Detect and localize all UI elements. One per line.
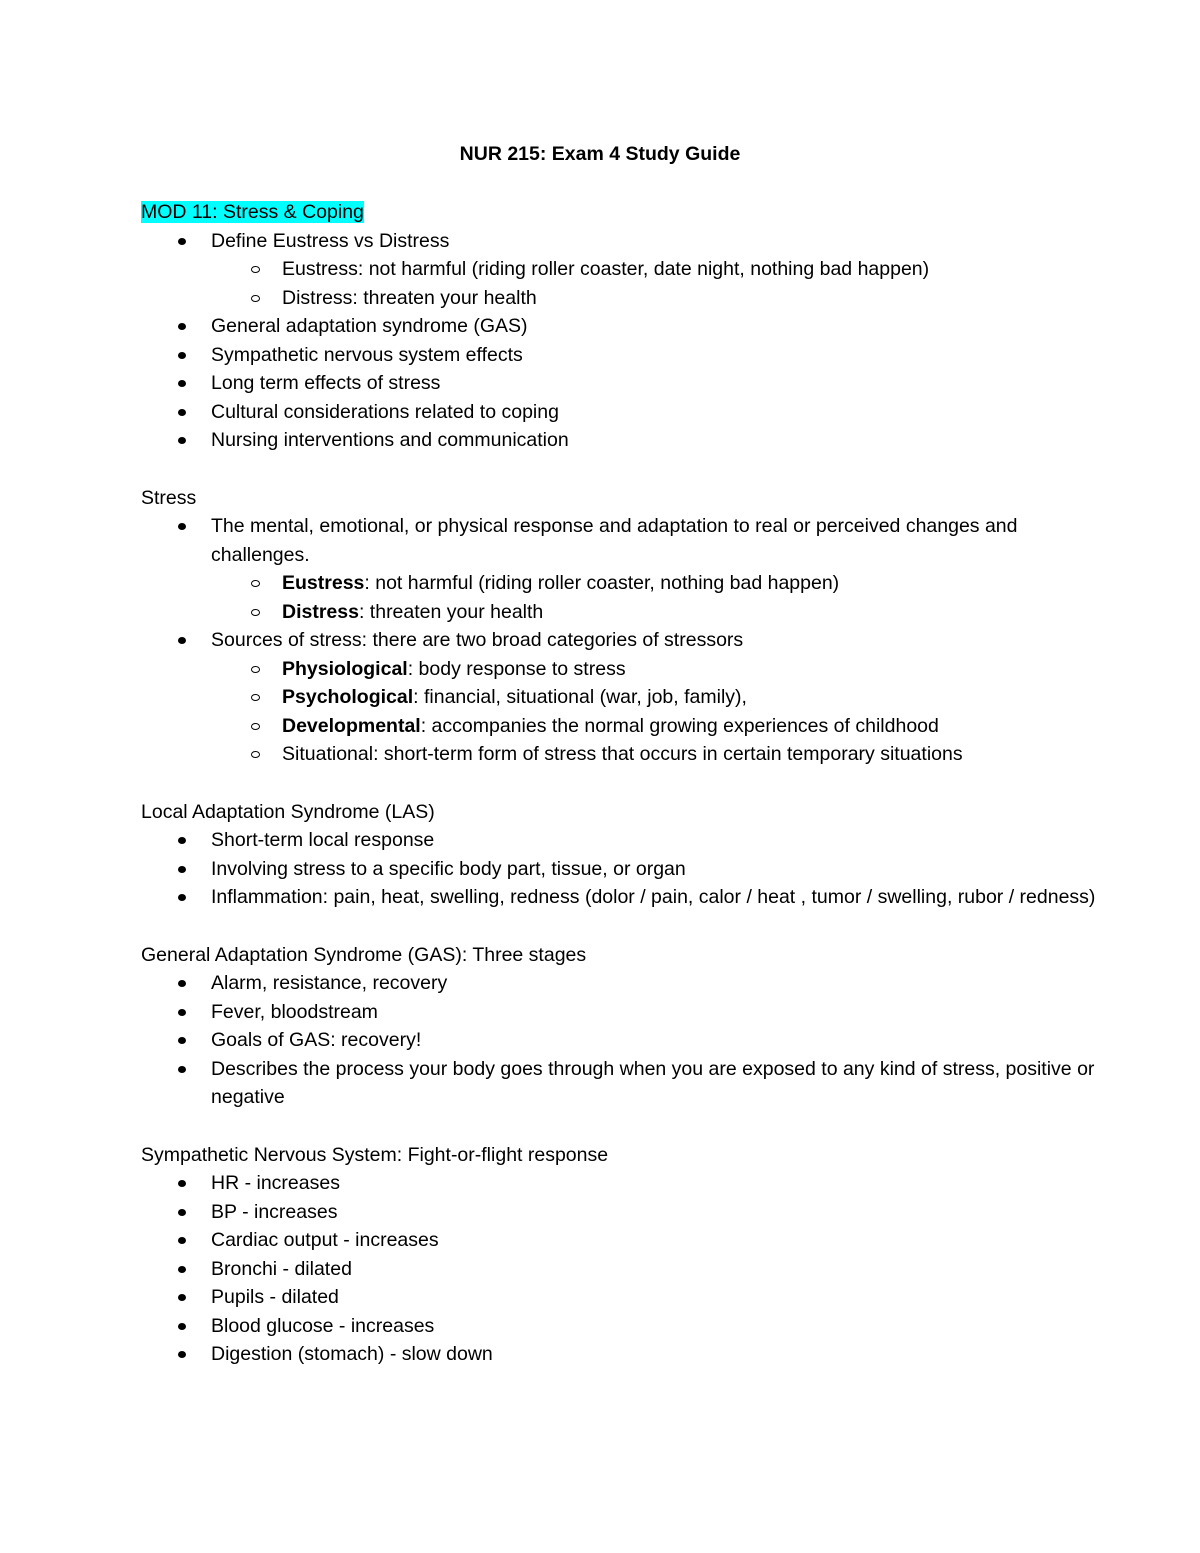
highlighted-heading: MOD 11: Stress & Coping [141, 201, 364, 223]
list-item [141, 1055, 1101, 1112]
list-item [141, 426, 1101, 455]
bullet-icon [178, 352, 186, 359]
bullet-icon [178, 866, 186, 873]
list-item [141, 1226, 1101, 1255]
section-heading: Local Adaptation Syndrome (LAS) [141, 800, 435, 823]
list-item-text: Cardiac output - increases [211, 1229, 439, 1251]
list-item-text: Nursing interventions and communication [211, 429, 569, 451]
bullet-icon [178, 1037, 186, 1044]
list-item [141, 369, 1101, 398]
bullet-list [141, 227, 1101, 455]
sub-list-item-text: : threaten your health [358, 600, 544, 623]
bullet-icon [178, 437, 186, 444]
list-item [141, 883, 1101, 912]
section-gas [141, 941, 1101, 1112]
bullet-list [141, 826, 1101, 912]
bullet-icon [178, 637, 186, 644]
section-stress [141, 484, 1101, 769]
list-item [141, 998, 1101, 1027]
list-item-text: The mental, emotional, or physical response and adaptation to real or perceived changes and challenges. [211, 515, 1018, 566]
list-item-text: Alarm, resistance, recovery [211, 972, 448, 994]
list-item [141, 855, 1101, 884]
sub-list-item-text: : body response to stress [407, 657, 626, 680]
spacer [141, 769, 1101, 798]
hollow-bullet-icon [251, 694, 260, 701]
section-sympathetic [141, 1141, 1101, 1369]
hollow-bullet-icon [251, 723, 260, 730]
list-item-text: Fever, bloodstream [211, 1000, 378, 1023]
bullet-icon [178, 1237, 186, 1244]
sub-list-item-text: : financial, situational (war, job, family), [413, 686, 747, 708]
bullet-icon [178, 1351, 186, 1358]
document-title: NUR 215: Exam 4 Study Guide [459, 143, 741, 165]
bullet-icon [178, 523, 186, 530]
section-las [141, 798, 1101, 912]
bullet-list [141, 512, 1101, 769]
list-item-text: BP - increases [211, 1200, 338, 1223]
bullet-icon [178, 1294, 186, 1301]
sub-list-item [211, 683, 1101, 712]
sub-bullet-list [211, 655, 1101, 769]
bullet-icon [178, 380, 186, 387]
list-item-text: General adaptation syndrome (GAS) [211, 315, 528, 337]
list-item-text: Inflammation: pain, heat, swelling, redness (dolor / pain, calor / heat , tumor / swelling, rubor / redness) [211, 886, 1096, 908]
bullet-icon [178, 1009, 186, 1016]
list-item-text: Define Eustress vs Distress [211, 229, 450, 252]
sub-list-item [211, 598, 1101, 627]
hollow-bullet-icon [251, 666, 260, 673]
bullet-icon [178, 323, 186, 330]
hollow-bullet-icon [251, 295, 260, 302]
bullet-icon [178, 409, 186, 416]
list-item [141, 1340, 1101, 1369]
bullet-list [141, 1169, 1101, 1369]
bullet-list [141, 969, 1101, 1112]
section-heading: Stress [141, 486, 197, 509]
list-item-text: Short-term local response [211, 829, 435, 851]
list-item-text: Cultural considerations related to coping [211, 400, 559, 423]
list-item [141, 227, 1101, 313]
bullet-icon [178, 238, 186, 245]
sub-list-item [211, 255, 1101, 284]
list-item-text: Sympathetic nervous system effects [211, 343, 523, 366]
list-item [141, 626, 1101, 769]
list-item [141, 1198, 1101, 1227]
list-item [141, 398, 1101, 427]
bullet-icon [178, 837, 186, 844]
sub-list-item [211, 655, 1101, 684]
list-item-text: Digestion (stomach) - slow down [211, 1343, 493, 1365]
list-item-text: Long term effects of stress [211, 372, 441, 394]
list-item [141, 1312, 1101, 1341]
sub-list-item-text: Situational: short-term form of stress that occurs in certain temporary situations [282, 743, 963, 765]
bullet-icon [178, 1066, 186, 1073]
list-item-text: Blood glucose - increases [211, 1314, 435, 1337]
list-item [141, 312, 1101, 341]
list-item [141, 1026, 1101, 1055]
term-label: Eustress [282, 572, 365, 594]
term-label: Developmental [282, 714, 421, 737]
sub-list-item [211, 712, 1101, 741]
section-heading [141, 198, 1101, 227]
list-item-text: Goals of GAS: recovery! [211, 1029, 422, 1051]
section-mod11 [141, 198, 1101, 455]
sub-bullet-list [211, 255, 1101, 312]
sub-list-item [211, 740, 1101, 769]
bullet-icon [178, 1266, 186, 1273]
hollow-bullet-icon [251, 751, 260, 758]
list-item [141, 512, 1101, 626]
document-body [141, 198, 1101, 1369]
list-item-text: HR - increases [211, 1172, 340, 1194]
bullet-icon [178, 1209, 186, 1216]
spacer [141, 455, 1101, 484]
list-item-text: Bronchi - dilated [211, 1257, 352, 1280]
bullet-icon [178, 1180, 186, 1187]
hollow-bullet-icon [251, 266, 260, 273]
term-label: Physiological [282, 657, 408, 680]
sub-list-item-text: Distress: threaten your health [282, 286, 537, 309]
sub-list-item [211, 569, 1101, 598]
sub-list-item-text: Eustress: not harmful (riding roller coaster, date night, nothing bad happen) [282, 258, 930, 280]
list-item [141, 1255, 1101, 1284]
list-item [141, 826, 1101, 855]
sub-list-item-text: : accompanies the normal growing experiences of childhood [420, 714, 939, 737]
list-item-text: Pupils - dilated [211, 1286, 339, 1308]
bullet-icon [178, 1323, 186, 1330]
term-label: Distress [282, 600, 359, 623]
list-item-text: Describes the process your body goes through when you are exposed to any kind of stress, positive or negative [211, 1057, 1095, 1108]
spacer [141, 912, 1101, 941]
list-item [141, 1169, 1101, 1198]
hollow-bullet-icon [251, 580, 260, 587]
list-item [141, 1283, 1101, 1312]
bullet-icon [178, 980, 186, 987]
spacer [141, 1112, 1101, 1141]
sub-bullet-list [211, 569, 1101, 626]
list-item [141, 341, 1101, 370]
list-item-text: Sources of stress: there are two broad categories of stressors [211, 629, 744, 651]
bullet-icon [178, 894, 186, 901]
hollow-bullet-icon [251, 609, 260, 616]
sub-list-item-text: : not harmful (riding roller coaster, nothing bad happen) [364, 572, 840, 594]
term-label: Psychological [282, 686, 414, 708]
sub-list-item [211, 284, 1101, 313]
section-heading: General Adaptation Syndrome (GAS): Three stages [141, 943, 587, 966]
list-item [141, 969, 1101, 998]
section-heading: Sympathetic Nervous System: Fight-or-flight response [141, 1143, 609, 1166]
list-item-text: Involving stress to a specific body part, tissue, or organ [211, 857, 686, 880]
